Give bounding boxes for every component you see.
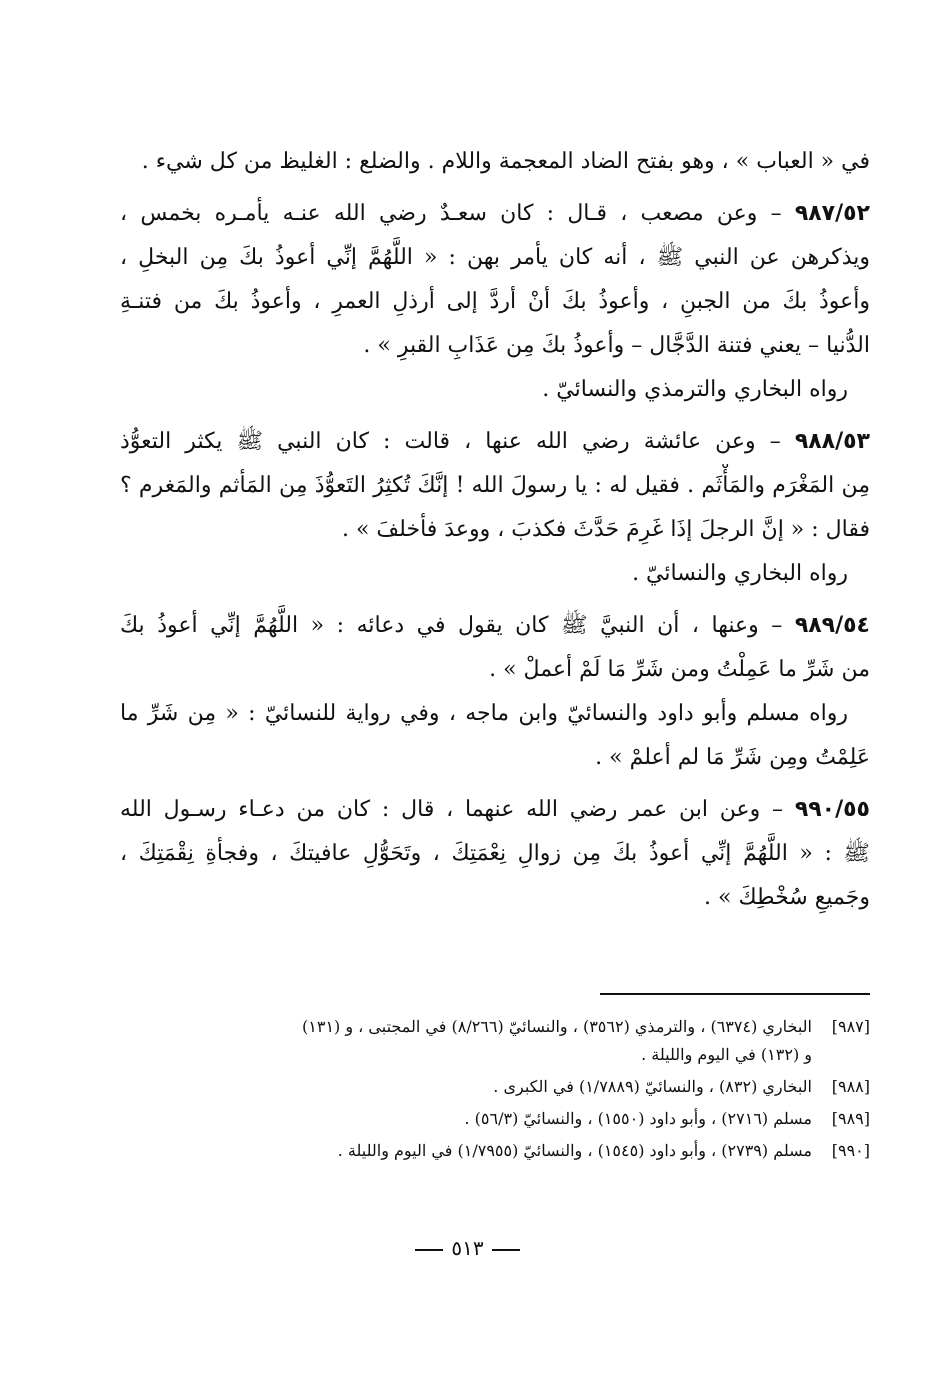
footnotes xyxy=(120,1013,870,1169)
hadith-number: ٩٨٩/٥٤ xyxy=(794,613,870,638)
text-line: وجَميعِ سُخْطِكَ » . xyxy=(704,885,870,910)
footnote-divider xyxy=(600,993,870,995)
page-number-value: ٥١٣ xyxy=(451,1236,484,1260)
footnote-line: البخاري (٦٣٧٤) ، والترمذي (٣٥٦٢) ، والنسائيّ (٨/٢٦٦) في المجتبى ، و (١٣١) xyxy=(302,1017,812,1036)
footnote-number: [٩٩٠] xyxy=(831,1141,870,1160)
page-number xyxy=(0,1236,935,1260)
text-line xyxy=(120,420,870,464)
footnote-item xyxy=(120,1137,870,1165)
text-line: في « العباب » ، وهو بفتح الضاد المعجمة واللام . والضلع : الغليظ من كل شيء . xyxy=(141,149,870,174)
footnote-line: و (١٣٢) في اليوم والليلة . xyxy=(641,1045,812,1064)
hadith-990 xyxy=(120,788,870,920)
footnote-text: البخاري (٨٣٢) ، والنسائيّ (١/٧٨٨٩) في الكبرى . xyxy=(493,1077,812,1096)
page-number-dash xyxy=(492,1249,520,1251)
text-line: الدُّنيا – يعني فتنة الدَّجَّال – وأعوذُ بكَ مِن عَذَابِ القبرِ » . xyxy=(363,333,870,358)
footnote-number: [٩٨٩] xyxy=(831,1109,870,1128)
page-body xyxy=(120,140,870,928)
hadith-source: رواه البخاري والنسائيّ . xyxy=(632,561,848,586)
text-line xyxy=(120,788,870,832)
hadith-number: ٩٩٠/٥٥ xyxy=(794,797,870,822)
text-line xyxy=(120,192,870,236)
footnote-number: [٩٨٨] xyxy=(831,1077,870,1096)
hadith-text: – وعن عائشة رضي الله عنها ، قالت : كان النبي ﷺ يكثر التعوُّذ xyxy=(120,429,795,454)
footnote-text: مسلم (٢٧٣٩) ، وأبو داود (١٥٤٥) ، والنسائيّ (١/٧٩٥٥) في اليوم والليلة . xyxy=(337,1141,812,1160)
footnote-item xyxy=(120,1073,870,1101)
hadith-987 xyxy=(120,192,870,412)
hadith-source: عَلِمْتُ ومِن شَرِّ مَا لم أعلمْ » . xyxy=(595,745,870,770)
hadith-source: رواه مسلم وأبو داود والنسائيّ وابن ماجه ، وفي رواية للنسائيّ : « مِن شَرِّ ما xyxy=(120,701,848,726)
footnote-text xyxy=(120,1013,812,1069)
footnote-number: [٩٨٧] xyxy=(831,1017,870,1036)
text-line: ويذكرهن عن النبي ﷺ ، أنه كان يأمر بهن : « اللَّهُمَّ إنِّي أعوذُ بكَ مِن البخلِ ، xyxy=(120,245,870,270)
hadith-source: رواه البخاري والترمذي والنسائيّ . xyxy=(542,377,848,402)
text-line: من شَرِّ ما عَمِلْتُ ومن شَرِّ مَا لَمْ أعملْ » . xyxy=(489,657,870,682)
hadith-number: ٩٨٧/٥٢ xyxy=(794,201,870,226)
page-number-dash xyxy=(415,1249,443,1251)
text-line: مِن المَغْرَم والمَأْثَم . فقيل له : يا رسولَ الله ! إنَّكَ تُكثِرُ التَعوُّذَ مِن المَأثم والمَغرم ؟ xyxy=(120,473,870,498)
footnote-text: مسلم (٢٧١٦) ، وأبو داود (١٥٥٠) ، والنسائيّ (٥٦/٣) . xyxy=(464,1109,812,1128)
text-line: ﷺ : « اللَّهُمَّ إنِّي أعوذُ بكَ مِن زوالِ نِعْمَتِكَ ، وتَحَوُّلِ عافيتكَ ، وفجأةِ نِقْمَتِكَ ، xyxy=(120,841,870,866)
footnote-item xyxy=(120,1013,870,1069)
hadith-text: – وعنها ، أن النبيَّ ﷺ كان يقول في دعائه : « اللَّهُمَّ إنِّي أعوذُ بكَ xyxy=(120,613,795,638)
hadith-number: ٩٨٨/٥٣ xyxy=(794,429,870,454)
hadith-988 xyxy=(120,420,870,596)
hadith-989 xyxy=(120,604,870,780)
hadith-text: – وعن ابن عمر رضي الله عنهما ، قال : كان من دعـاء رسـول الله xyxy=(120,797,795,822)
hadith-text: – وعن مصعب ، قـال : كان سعـدٌ رضي الله عنـه يأمـره بخمس ، xyxy=(120,201,795,226)
footnote-item xyxy=(120,1105,870,1133)
text-line: فقال : « إنَّ الرجلَ إذَا غَرِمَ حَدَّثَ فكذبَ ، ووعدَ فأخلفَ » . xyxy=(341,517,870,542)
text-line: وأعوذُ بكَ من الجبنِ ، وأعوذُ بكَ أنْ أردَّ إلى أرذلِ العمرِ ، وأعوذُ بكَ من فتنـةِ xyxy=(120,289,870,314)
text-line xyxy=(120,604,870,648)
paragraph-intro xyxy=(120,140,870,184)
